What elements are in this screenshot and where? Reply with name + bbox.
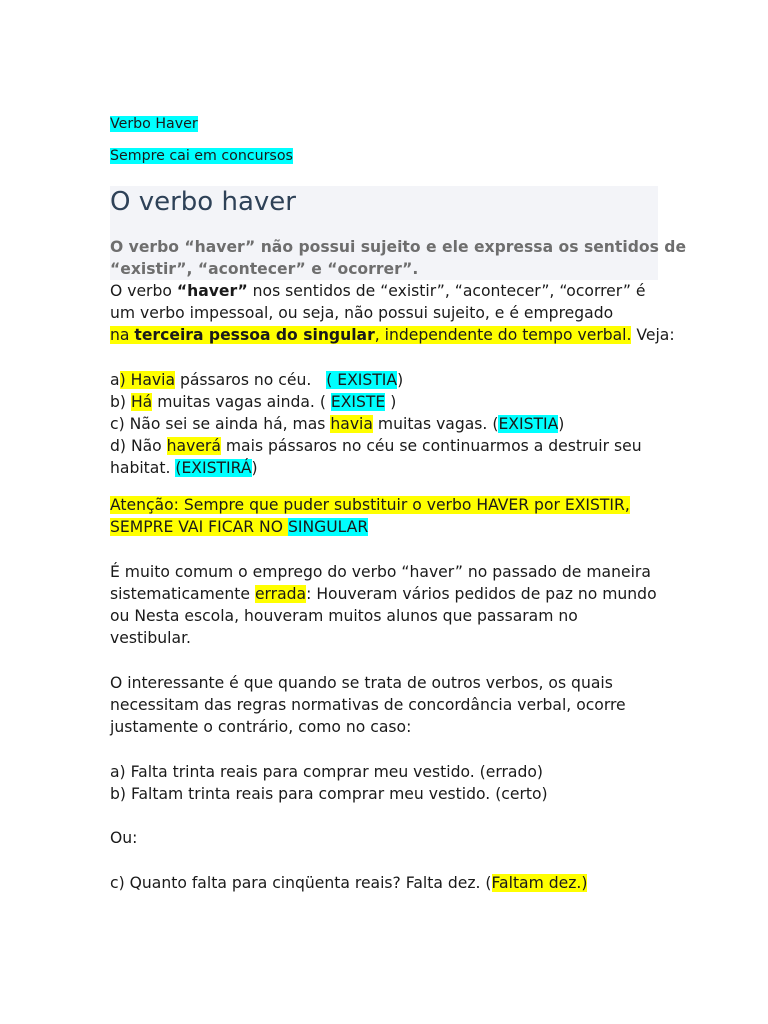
intro-text: , independente do tempo verbal. (374, 326, 632, 344)
example-c (110, 413, 564, 435)
final-example (110, 872, 587, 894)
doc-subtitle (110, 146, 293, 166)
intro-text: nos sentidos de “existir”, “acontecer”, “ocorrer” é (247, 282, 646, 300)
example-text: a (110, 371, 120, 389)
attention-highlight: Atenção: Sempre que puder substituir o verbo HAVER por EXISTIR, (110, 496, 630, 514)
example-a (110, 369, 403, 391)
example-verb-highlight: Há (130, 393, 153, 411)
example2-a: a) Falta trinta reais para comprar meu vestido. (errado) (110, 763, 543, 781)
example-d (110, 435, 642, 457)
doc-subtitle-first-letter: S (110, 148, 120, 164)
intro-line-1 (110, 280, 645, 302)
example-text: d) Não (110, 437, 167, 455)
paragraph2-line-4: vestibular. (110, 629, 191, 647)
paragraph2-line-3: ou Nesta escola, houveram muitos alunos que passaram no (110, 607, 578, 625)
example-text: ) (385, 393, 397, 411)
section-lead-line-1: O verbo “haver” não possui sujeito e ele expressa os sentidos de (110, 238, 687, 256)
intro-text: Veja: (631, 326, 675, 344)
example-text: c) Não sei se ainda há, mas (110, 415, 331, 433)
attention-line-2 (110, 516, 368, 538)
paragraph2-line-1: É muito comum o emprego do verbo “haver” no passado de maneira (110, 563, 651, 581)
final-text: c) Quanto falta para cinqüenta reais? Falta dez. ( (110, 874, 492, 892)
example2-b: b) Faltam trinta reais para comprar meu vestido. (certo) (110, 785, 548, 803)
final-answer-highlight: Faltam dez.) (491, 874, 588, 892)
example-equivalent-highlight: EXISTE (330, 393, 386, 411)
paragraph3-line-3: justamente o contrário, como no caso: (110, 718, 412, 736)
example-d-continued (110, 457, 258, 479)
example-text: habitat. (110, 459, 176, 477)
example-b (110, 391, 396, 413)
example-equivalent-highlight: EXISTIA (498, 415, 559, 433)
example-text: ) (558, 415, 565, 433)
example-text: pássaros no céu. (175, 371, 327, 389)
example-verb-highlight: haverá (166, 437, 221, 455)
example-equivalent-highlight: ( EXISTIA (326, 371, 398, 389)
intro-line-2: um verbo impessoal, ou seja, não possui sujeito, e é empregado (110, 304, 614, 322)
example-text: ) (251, 459, 258, 477)
paragraph2-line-2 (110, 583, 657, 605)
doc-subtitle-rest: empre cai em concursos (119, 148, 293, 164)
intro-bold-term: terceira pessoa do singular (134, 326, 375, 344)
intro-bold-term: “haver” (176, 282, 248, 300)
example-text: mais pássaros no céu se continuarmos a destruir seu (220, 437, 642, 455)
section-lead-line-2: “existir”, “acontecer” e “ocorrer”. (110, 260, 419, 278)
wrong-usage-highlight: errada (254, 585, 307, 603)
paragraph3-line-1: O interessante é que quando se trata de outros verbos, os quais (110, 674, 613, 692)
example-verb-highlight: ) Havia (119, 371, 176, 389)
paragraph3-line-2: necessitam das regras normativas de concordância verbal, ocorre (110, 696, 626, 714)
example-text: muitas vagas. ( (372, 415, 499, 433)
paragraph-text: : Houveram vários pedidos de paz no mundo (306, 585, 657, 603)
intro-text: O verbo (110, 282, 177, 300)
intro-highlight (110, 326, 631, 344)
attention-line-1 (110, 494, 630, 516)
doc-title (110, 114, 198, 134)
intro-line-3 (110, 324, 675, 346)
example-text: muitas vagas ainda. ( (152, 393, 331, 411)
example-text: ) (397, 371, 404, 389)
attention-singular-highlight: SINGULAR (287, 518, 369, 536)
example-verb-highlight: havia (330, 415, 373, 433)
attention-highlight: SEMPRE VAI FICAR NO (110, 518, 288, 536)
paragraph-text: sistematicamente (110, 585, 255, 603)
example-equivalent-highlight: (EXISTIRÁ (175, 459, 252, 477)
intro-text: na (110, 326, 135, 344)
or-label: Ou: (110, 829, 138, 847)
section-heading: O verbo haver (110, 187, 296, 217)
example-text: b) (110, 393, 131, 411)
doc-title-highlight: Verbo Haver (110, 116, 198, 132)
